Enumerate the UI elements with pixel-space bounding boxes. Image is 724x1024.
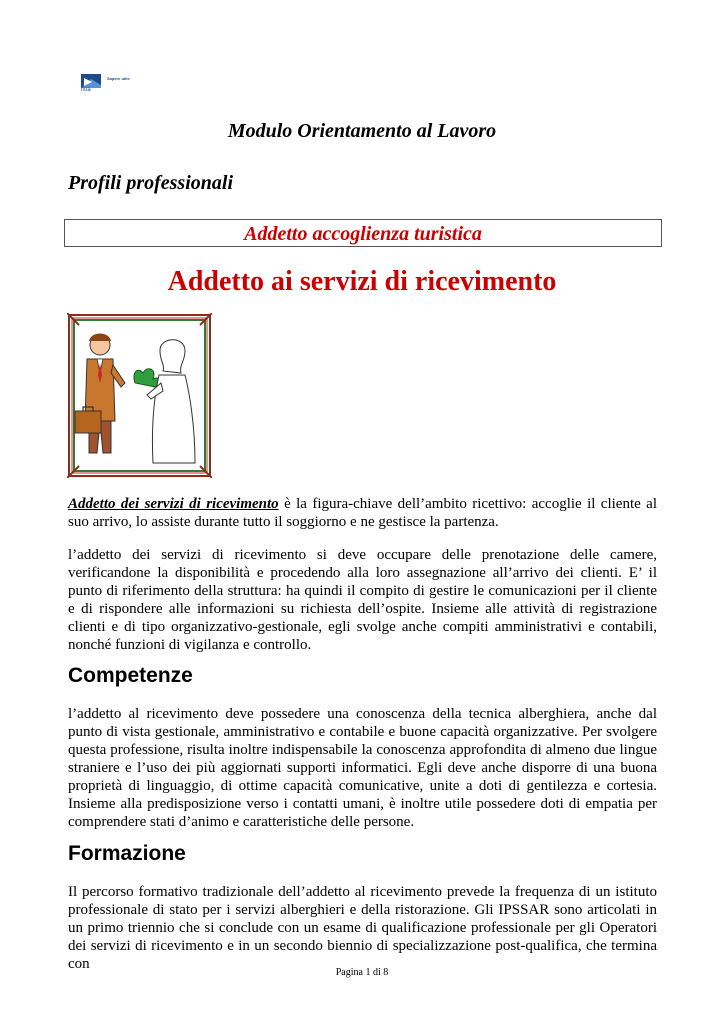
receptionist-illustration bbox=[67, 313, 212, 478]
page-number: Pagina 1 di 8 bbox=[335, 967, 389, 978]
intro-paragraph bbox=[68, 495, 657, 531]
formazione-heading: Formazione bbox=[68, 842, 186, 865]
profile-box: Addetto accoglienza turistica bbox=[64, 219, 662, 247]
logo-text: ifoa bbox=[81, 87, 91, 93]
logo-tagline: Sapere utile bbox=[107, 76, 130, 81]
intro-lead: Addetto dei servizi di ricevimento bbox=[68, 496, 279, 512]
description-paragraph: l’addetto dei servizi di ricevimento si deve occupare delle prenotazione delle camere, verificandone la disponibilità e procedendo alla loro assegnazione all’arrivo dei clienti. E’ il punto di riferimento della struttura: ha quindi il compito di gestire le comunicazioni per il cliente e di rispondere alle informazioni su richiesta dell’ospite. Insieme alle attività di registrazione clienti e di tipo organizzativo-gestionale, egli svolge anche compiti amministrativi e contabili, nonché funzioni di vigilanza e controllo. bbox=[68, 547, 657, 653]
section-title: Profili professionali bbox=[68, 172, 234, 194]
main-title: Addetto ai servizi di ricevimento bbox=[167, 266, 557, 297]
competenze-heading: Competenze bbox=[68, 664, 193, 687]
intro-rest: è la figura-chiave dell’ambito ricettivo: accoglie il cliente al suo arrivo, lo assiste durante tutto il soggiorno e ne gestisce la partenza. bbox=[68, 496, 657, 530]
module-title: Modulo Orientamento al Lavoro bbox=[227, 120, 497, 142]
competenze-paragraph: l’addetto al ricevimento deve possedere una conoscenza della tecnica alberghiera, anche dal punto di vista gestionale, amministrativo e contabile e buone capacità organizzative. Per svolgere questa professione, risulta inoltre indispensabile la conoscenza approfondita di almeno due lingue straniere e l’uso dei più aggiornati supporti informatici. Egli deve anche disporre di una buona proprietà di linguaggio, di ottime capacità comunicative, unite a doti di gentilezza e cortesia. Insieme alla predisposizione verso i contatti umani, è inoltre utile possedere doti di empatia per comprendere stati d’animo e caratteristiche delle persone. bbox=[68, 706, 657, 830]
formazione-paragraph: Il percorso formativo tradizionale dell’addetto al ricevimento prevede la frequenza di un istituto professionale di stato per i servizi alberghieri e della ristorazione. Gli IPSSAR sono articolati in un primo triennio che si conclude con un esame di qualificazione professionale per gli Operatori dei servizi di ricevimento e in un secondo biennio di specializzazione post-qualifica, che termina con bbox=[68, 884, 657, 972]
